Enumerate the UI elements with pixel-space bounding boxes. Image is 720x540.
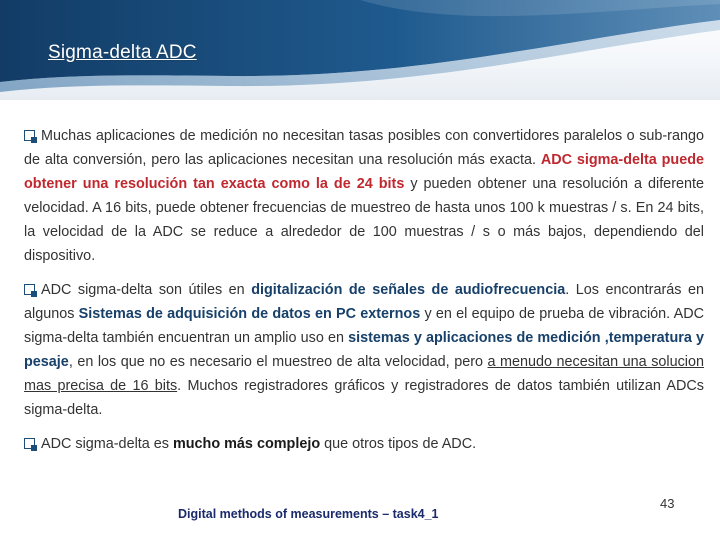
highlight-text: ADC sigma-delta puede obtener una resolución tan exacta como la de 24 bits xyxy=(24,152,704,192)
slide-title: Sigma-delta ADC xyxy=(48,42,197,63)
highlight-text: sistemas y aplicaciones de medición ,temperatura y pesaje xyxy=(24,330,704,370)
square-bullet-icon xyxy=(24,284,35,295)
bullet-paragraph-1: Muchas aplicaciones de medición no necesitan tasas posibles con convertidores paralelos o sub-rango de alta conversión, pero las aplicaciones necesitan una resolución más exacta. ADC sigma-delta puede obtener una resolución tan exacta como la de 24 bits y pueden obtener una resolución a diferente velocidad. A 16 bits, puede obtener frecuencias de muestreo de hasta unos 100 k muestras / s. En 24 bits, la velocidad de la ADC se reduce a alrededor de 100 muestras / s o más bajos, dependiendo del dispositivo. xyxy=(24,128,704,264)
page-number: 43 xyxy=(660,496,675,511)
highlight-text: Sistemas de adquisición de datos en PC externos xyxy=(78,306,421,322)
slide-header xyxy=(0,0,720,100)
square-bullet-icon xyxy=(24,438,35,449)
highlight-text: digitalización de señales de audiofrecuencia xyxy=(251,282,566,298)
underlined-text: a menudo necesitan una solucion mas precisa de 16 bits xyxy=(24,354,704,394)
footer-text: Digital methods of measurements – task4_1 xyxy=(178,507,439,521)
square-bullet-icon xyxy=(24,130,35,141)
bullet-paragraph-3: ADC sigma-delta es mucho más complejo que otros tipos de ADC. xyxy=(24,432,704,456)
bullet-paragraph-2: ADC sigma-delta son útiles en digitalización de señales de audiofrecuencia. Los encontrarás en algunos Sistemas de adquisición de datos en PC externos y en el equipo de prueba de vibración. ADC sigma-delta también encuentran un amplio uso en sistemas y aplicaciones de medición ,temperatura y pesaje, en los que no es necesario el muestreo de alta velocidad, pero a menudo necesitan una solucion mas precisa de 16 bits. Muchos registradores gráficos y registradores de datos también utilizan ADCs sigma-delta. xyxy=(24,282,704,418)
slide-content xyxy=(24,124,704,466)
highlight-text: mucho más complejo xyxy=(172,436,321,452)
